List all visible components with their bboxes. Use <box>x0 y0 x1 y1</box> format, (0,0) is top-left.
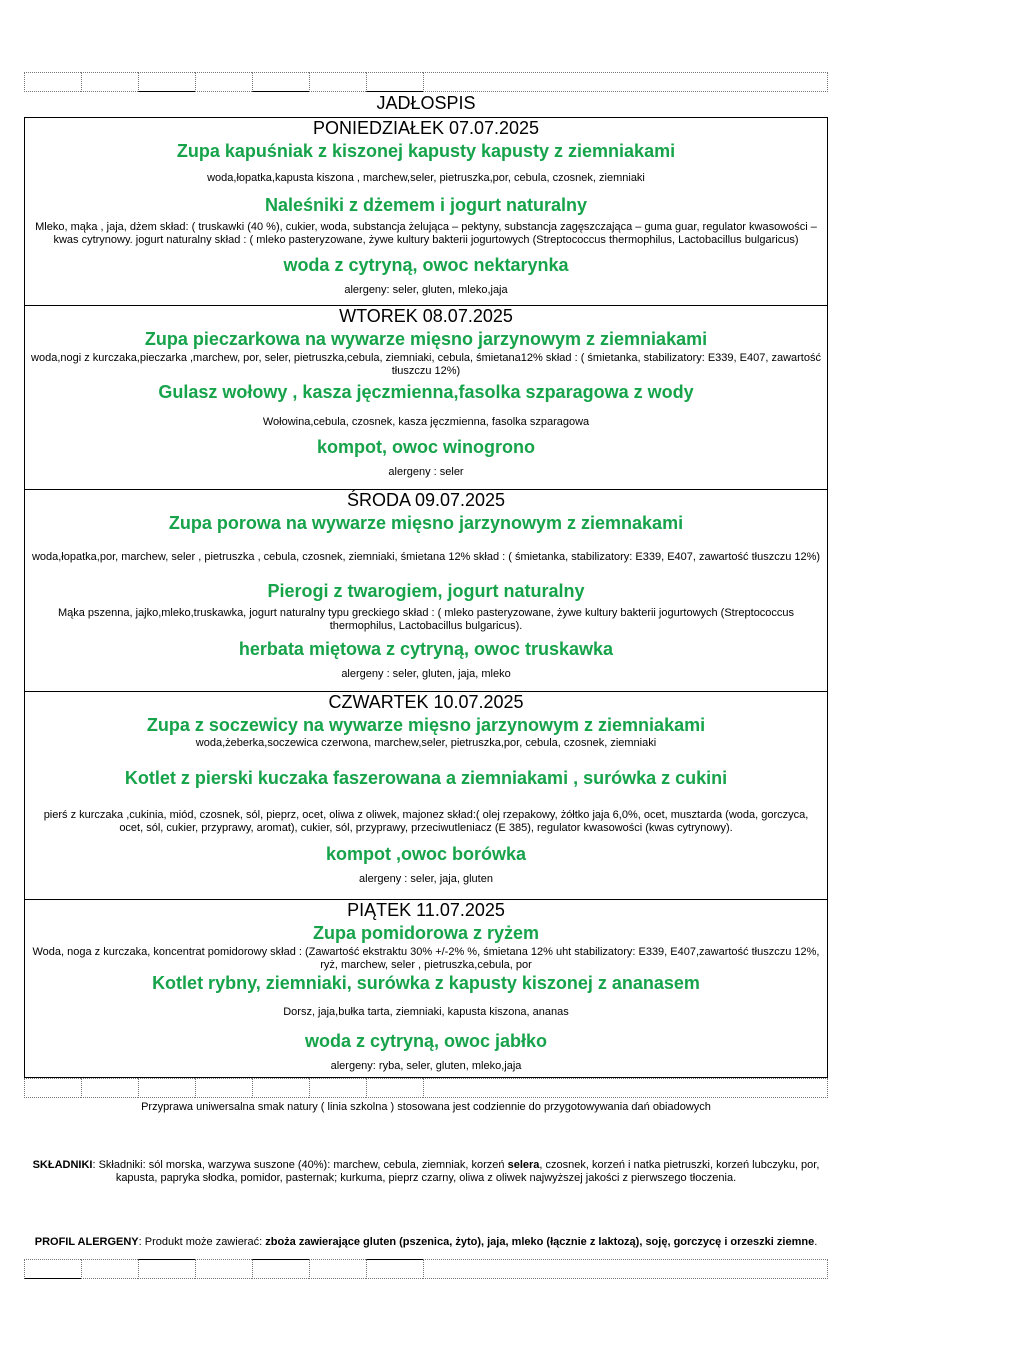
top-grid-row <box>24 72 828 92</box>
main-dish-ingredients: Mleko, mąka , jaja, dżem skład: ( truskawki (40 %), cukier, woda, substancja żelująca – pektyny, substancja zagęszczająca – guma guar, regulator kwasowości – kwas cytrynowy. jogurt naturalny skład : ( mleko pasteryzowane, żywe kultury bakterii jogurtowych (Streptococcus thermophilus, Lactobacillus bulgaricus) <box>35 221 817 246</box>
ingredients-text-cont: , czosnek, korzeń i natka pietruszki, korzeń lubczyku, por, kapusta, papryka słodka, pomidor, pasternak; kurkuma, pieprz czarny, oliwa z oliwek najwyższej jakości z pierwszego tłoczenia. <box>115 1159 820 1184</box>
allergen-profile-note <box>24 1236 828 1249</box>
menu-title: JADŁOSPIS <box>376 93 476 113</box>
day-title: PONIEDZIAŁEK 07.07.2025 <box>312 118 540 138</box>
day-section-friday <box>25 899 827 1077</box>
bottom-grid-row <box>24 1078 828 1098</box>
ingredients-label: SKŁADNIKI <box>32 1159 93 1171</box>
grid-cell <box>252 1259 309 1279</box>
soup-name: Zupa z soczewicy na wywarze mięsno jarzynowym z ziemniakami <box>146 715 706 735</box>
allergen-profile-text: : Produkt może zawierać: <box>138 1236 266 1248</box>
grid-cell <box>138 1259 195 1279</box>
seasoning-note: Przyprawa uniwersalna smak natury ( linia szkolna ) stosowana jest codziennie do przygotowywania dań obiadowych <box>141 1101 711 1113</box>
allergen-profile-label: PROFIL ALERGENY <box>34 1236 139 1248</box>
grid-cell <box>366 1078 423 1098</box>
grid-cell <box>195 72 252 92</box>
grid-cell <box>138 1078 195 1098</box>
soup-ingredients: Woda, noga z kurczaka, koncentrat pomidorowy skład : (Zawartość ekstraktu 30% +/-2% %, śmietana 12% uht stabilizatory: E339, E407,zawartość tłuszczu 12%, ryż, marchew, seler , pietruszka,cebula, por <box>32 946 820 971</box>
soup-ingredients: woda,żeberka,soczewica czerwona, marchew,seler, pietruszka,por, cebula, czosnek, ziemniaki <box>195 737 657 749</box>
soup-name: Zupa pomidorowa z ryżem <box>312 923 540 943</box>
grid-cell <box>309 72 366 92</box>
ingredients-note <box>24 1159 828 1185</box>
ingredients-highlight: selera <box>507 1159 540 1171</box>
grid-cell <box>366 1259 423 1279</box>
main-dish-name: Kotlet z pierski kuczaka faszerowana a ziemniakami , surówka z cukini <box>124 768 728 788</box>
day-section-thursday <box>25 691 827 899</box>
day-section-tuesday <box>25 305 827 489</box>
allergen-profile-list: zboża zawierające gluten (pszenica, żyto), jaja, mleko (łącznie z laktozą), soję, gorczycę i orzeszki ziemne <box>265 1236 815 1248</box>
soup-ingredients: woda,łopatka,kapusta kiszona , marchew,seler, pietruszka,por, cebula, czosnek, ziemniaki <box>207 172 645 184</box>
grid-cell <box>423 1078 828 1098</box>
day-section-wednesday <box>25 489 827 691</box>
soup-ingredients: woda,nogi z kurczaka,pieczarka ,marchew, por, seler, pietruszka,cebula, ziemniaki, cebula, śmietana12% skład : ( śmietanka, stabilizatory: E339, E407, zawartość tłuszczu 12%) <box>31 352 821 377</box>
soup-ingredients: woda,łopatka,por, marchew, seler , pietruszka , cebula, czosnek, ziemniaki, śmietana 12% skład : ( śmietanka, stabilizatory: E339, E407, zawartość tłuszczu 12%) <box>31 551 821 563</box>
drink-fruit: kompot, owoc winogrono <box>317 437 535 457</box>
drink-fruit: woda z cytryną, owoc nektarynka <box>283 255 569 275</box>
day-title: WTOREK 08.07.2025 <box>339 306 513 326</box>
main-dish-name: Naleśniki z dżemem i jogurt naturalny <box>264 195 588 215</box>
grid-cell <box>195 1259 252 1279</box>
grid-cell <box>423 72 828 92</box>
allergen-profile-end: . <box>814 1236 818 1248</box>
day-title: ŚRODA 09.07.2025 <box>346 490 506 510</box>
day-title: PIĄTEK 11.07.2025 <box>347 900 505 920</box>
soup-name: Zupa kapuśniak z kiszonej kapusty kapusty z ziemniakami <box>176 141 676 161</box>
grid-cell <box>24 72 81 92</box>
grid-cell <box>138 72 195 92</box>
grid-cell <box>309 1259 366 1279</box>
main-dish-ingredients: Wołowina,cebula, czosnek, kasza jęczmienna, fasolka szparagowa <box>262 416 590 428</box>
allergens: alergeny : seler, jaja, gluten <box>359 873 493 885</box>
main-dish-name: Pierogi z twarogiem, jogurt naturalny <box>267 581 585 601</box>
footer-grid-row <box>24 1259 828 1279</box>
drink-fruit: kompot ,owoc borówka <box>325 844 526 864</box>
grid-cell <box>24 1078 81 1098</box>
grid-cell <box>252 1078 309 1098</box>
main-dish-name: Kotlet rybny, ziemniaki, surówka z kapusty kiszonej z ananasem <box>152 973 700 993</box>
grid-cell <box>195 1078 252 1098</box>
main-dish-ingredients: Mąka pszenna, jajko,mleko,truskawka, jogurt naturalny typu greckiego skład : ( mleko pasteryzowane, żywe kultury bakterii jogurtowych (Streptococcus thermophilus, Lactobacillus bulgaricus). <box>57 607 795 632</box>
grid-cell <box>309 1078 366 1098</box>
main-dish-name: Gulasz wołowy , kasza jęczmienna,fasolka szparagowa z wody <box>158 382 694 402</box>
grid-cell <box>366 72 423 92</box>
allergens: alergeny : seler, gluten, jaja, mleko <box>341 668 511 680</box>
menu-table <box>24 117 828 1078</box>
main-dish-ingredients: pierś z kurczaka ,cukinia, miód, czosnek, sól, pieprz, ocet, oliwa z oliwek, majonez skład:( olej rzepakowy, żółtko jaja 6,0%, ocet, musztarda (woda, gorczyca, ocet, sól, cukier, przyprawy, aromat), cukier, sól, przyprawy, przeciwutleniacz (E 385), regulator kwasowości (kwas cytrynowy). <box>43 809 809 834</box>
main-dish-ingredients: Dorsz, jaja,bułka tarta, ziemniaki, kapusta kiszona, ananas <box>283 1006 569 1018</box>
grid-cell <box>81 1078 138 1098</box>
grid-cell <box>24 1259 81 1279</box>
drink-fruit: woda z cytryną, owoc jabłko <box>304 1031 548 1051</box>
soup-name: Zupa pieczarkowa na wywarze mięsno jarzynowym z ziemniakami <box>144 329 708 349</box>
allergens: alergeny: ryba, seler, gluten, mleko,jaja <box>330 1060 522 1072</box>
grid-cell <box>81 72 138 92</box>
soup-name: Zupa porowa na wywarze mięsno jarzynowym z ziemnakami <box>168 513 684 533</box>
grid-cell <box>81 1259 138 1279</box>
day-title: CZWARTEK 10.07.2025 <box>328 692 524 712</box>
allergens: alergeny : seler <box>388 466 464 478</box>
allergens: alergeny: seler, gluten, mleko,jaja <box>344 284 508 296</box>
day-section-monday <box>25 118 827 305</box>
grid-cell <box>423 1259 828 1279</box>
drink-fruit: herbata miętowa z cytryną, owoc truskawka <box>238 639 614 659</box>
grid-cell <box>252 72 309 92</box>
ingredients-text: : Składniki: sól morska, warzywa suszone (40%): marchew, cebula, ziemniak, korzeń <box>92 1159 508 1171</box>
